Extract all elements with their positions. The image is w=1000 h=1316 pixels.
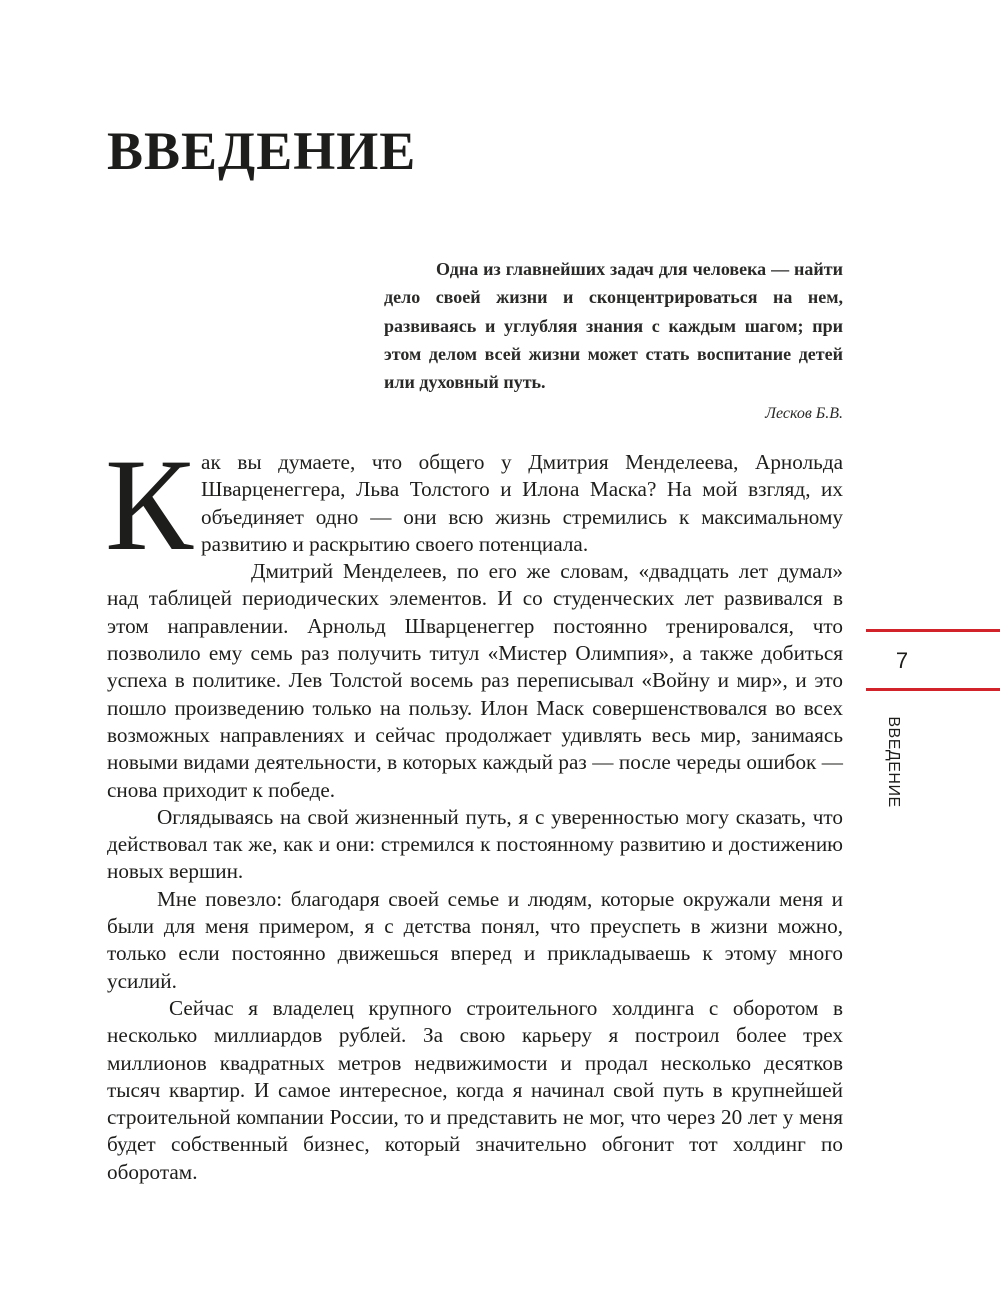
paragraph-2: Дмитрий Менделеев, по его же словам, «двадцать лет думал» над таблицей периодических элементов. И со студенческих лет развивался в этом направлении. Арнольд Шварценеггер постоянно тренировался, что позволило ему семь раз получить титул «Мистер Олимпия», а также добиться успеха в политике. Лев Толстой восемь раз переписывал «Войну и мир», и это пошло произведению только на пользу. Илон Маск совершенствовался во всех возможных направлениях и сейчас продолжает удивлять весь мир, занимаясь новыми видами деятельности, в которых каждый раз — после череды ошибок — снова приходит к победе. [107,559,843,802]
paragraph-1 [105,431,843,578]
paragraph-1-text: ак вы думаете, что общего у Дмитрия Менделеева, Арнольда Шварценеггера, Льва Толстого и Илона Маска? На мой взгляд, их объединяет одно — они всю жизнь стремились к максимальному развитию и раскрытию своего потенциала. [201,450,843,556]
epigraph-text: Одна из главнейших задач для человека — найти дело своей жизни и сконцентрироваться на нем, развиваясь и углубляя знания с каждым шагом; при этом делом всей жизни может стать воспитание детей или духовный путь. [384,259,843,393]
side-rule-bottom [866,688,1000,691]
chapter-title: ВВЕДЕНИЕ [107,121,417,181]
paragraph-5: Сейчас я владелец крупного строительного холдинга с оборотом в несколько миллиардов рублей. За свою карьеру я построил более трех миллионов квадратных метров недвижимости и продал несколько десятков тысяч квартир. И самое интересное, когда я начинал свой путь в крупнейшей строительной компании России, то и представить не мог, что через 20 лет у меня будет собственный бизнес, который значительно обгонит тот холдинг по оборотам. [107,995,843,1184]
paragraph-3: Оглядываясь на свой жизненный путь, я с уверенностью могу сказать, что действовал так же, как и они: стремился к постоянному развитию и достижению новых вершин. [107,804,843,884]
paragraph-4: Мне повезло: благодаря своей семье и людям, которые окружали меня и были для меня примером, я с детства понял, что преуспеть в жизни можно, только если постоянно движешься вперед и прикладываешь к этому много усилий. [107,886,843,993]
epigraph [384,255,843,424]
drop-cap: К [105,431,194,578]
running-head: ВВЕДЕНИЕ [885,716,902,808]
side-rule-top [866,629,1000,632]
epigraph-author: Лесков Б.В. [765,405,843,423]
page-number: 7 [895,648,909,673]
body-text [105,431,843,1186]
